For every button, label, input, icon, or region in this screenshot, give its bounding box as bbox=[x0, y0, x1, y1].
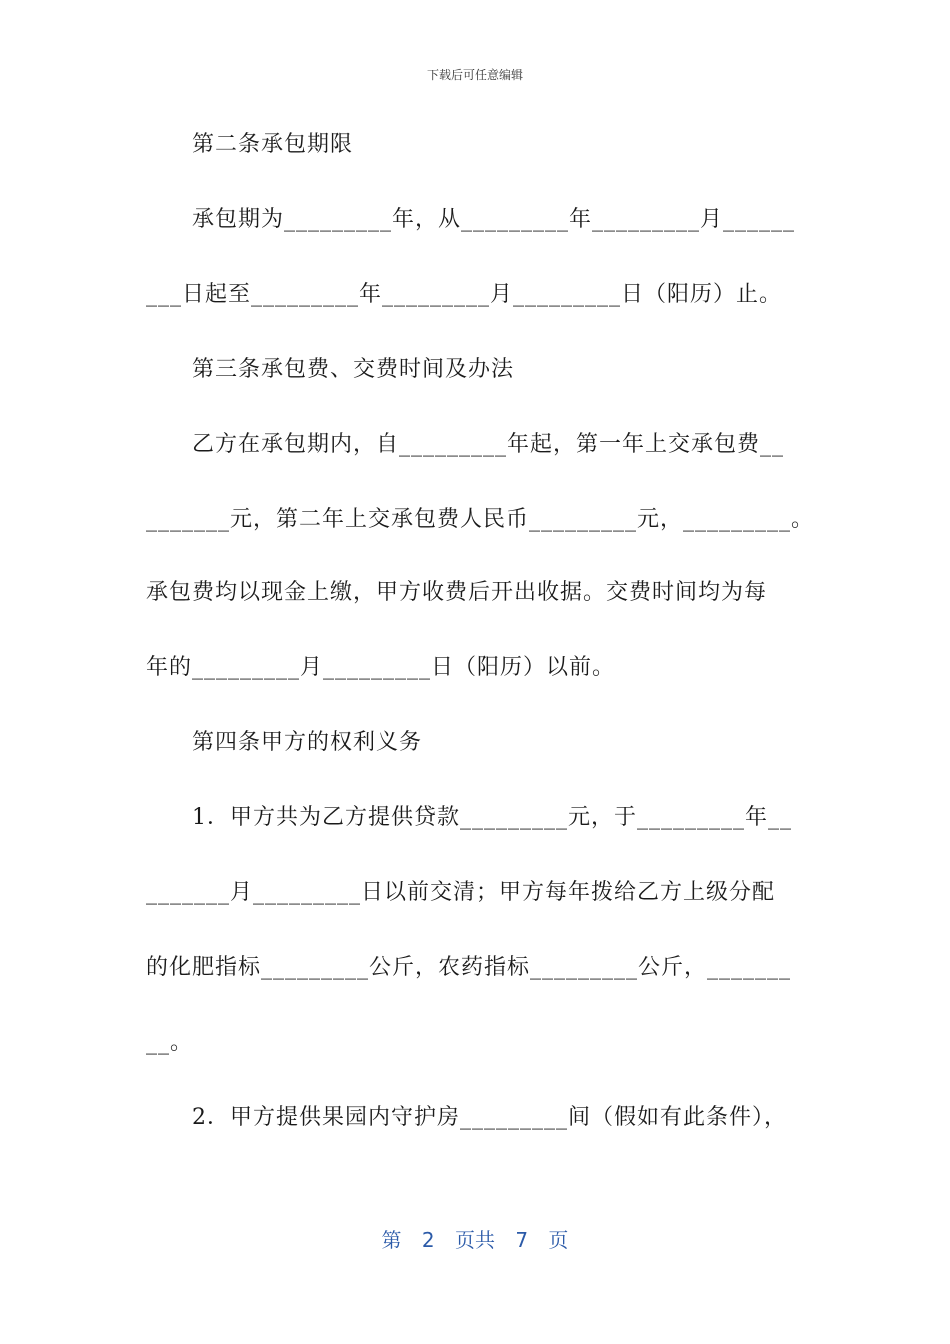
paragraph-line: 的化肥指标_________公斤，农药指标_________公斤，_______ bbox=[146, 955, 792, 980]
article-4-heading: 第四条甲方的权利义务 bbox=[192, 730, 423, 755]
paragraph-line: 承包期为_________年，从_________年_________月______ bbox=[192, 207, 796, 232]
paragraph-line: 乙方在承包期内，自_________年起，第一年上交承包费__ bbox=[192, 432, 785, 457]
article-3-heading: 第三条承包费、交费时间及办法 bbox=[192, 357, 515, 382]
paragraph-line: 承包费均以现金上缴，甲方收费后开出收据。交费时间均为每 bbox=[146, 580, 768, 605]
clause-2-line: 2．甲方提供果园内守护房_________间（假如有此条件）， bbox=[192, 1105, 787, 1130]
paragraph-line: 年的_________月_________日（阳历）以前。 bbox=[146, 655, 616, 680]
page-footer: 第 2 页共 7 页 bbox=[381, 1228, 569, 1252]
header-note: 下载后可任意编辑 bbox=[426, 68, 523, 82]
article-2-heading: 第二条承包期限 bbox=[192, 132, 354, 157]
paragraph-line: _______月_________日以前交清；甲方每年拨给乙方上级分配 bbox=[146, 880, 776, 905]
paragraph-line: _______元，第二年上交承包费人民币_________元，_________。 bbox=[146, 507, 815, 532]
paragraph-line: ___日起至_________年_________月_________日（阳历）止。 bbox=[146, 282, 783, 307]
clause-1-line: 1．甲方共为乙方提供贷款_________元，于_________年__ bbox=[192, 805, 792, 830]
paragraph-line: __。 bbox=[146, 1030, 194, 1055]
